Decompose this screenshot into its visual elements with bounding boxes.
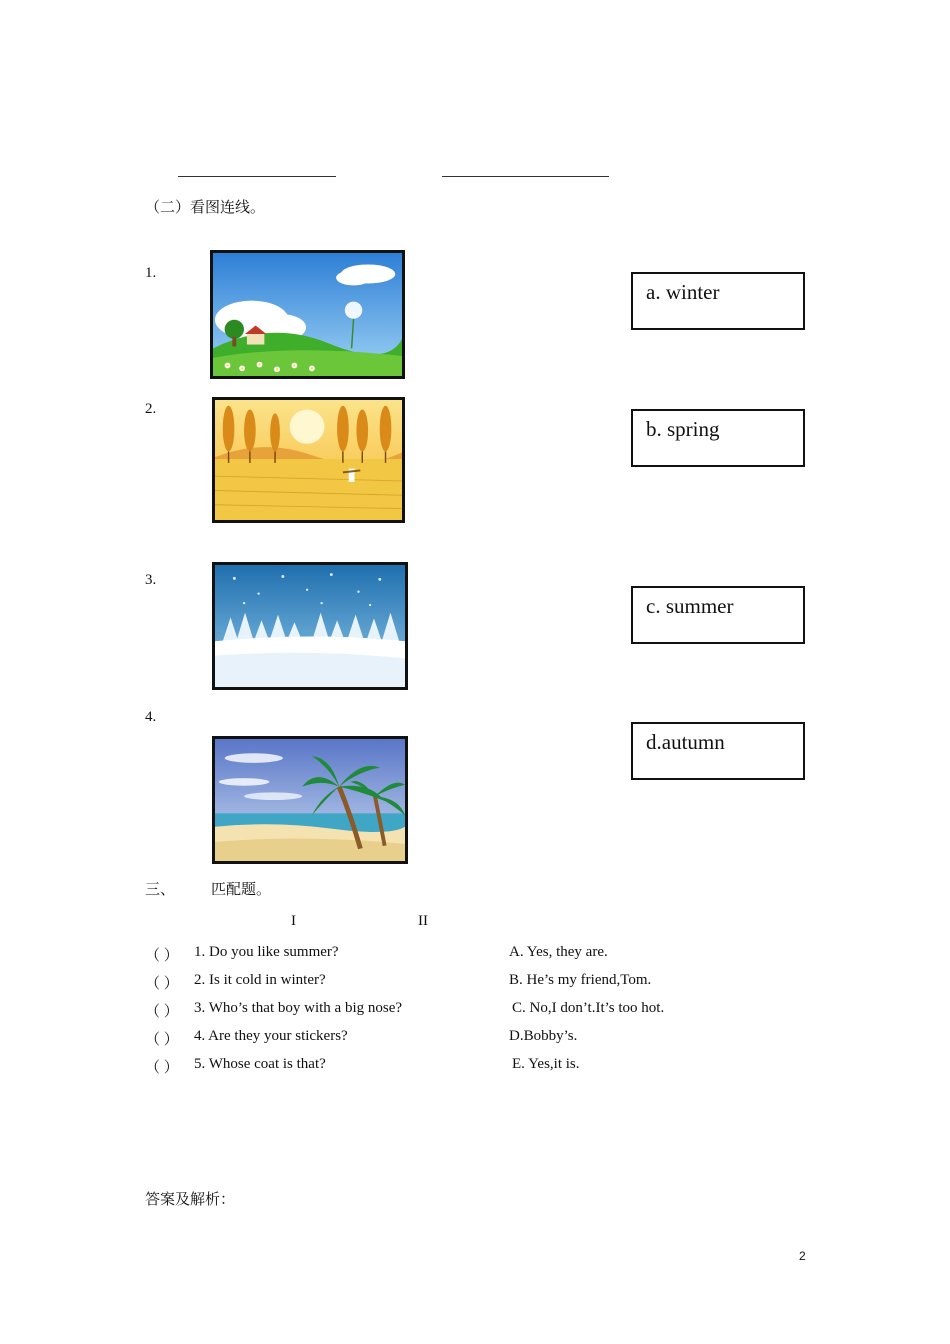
answer-blank-1	[178, 176, 336, 177]
answer-paren-3[interactable]: （ ）	[145, 1004, 179, 1020]
answer-option-e: E. Yes,it is.	[512, 1056, 580, 1072]
spring-scene-image	[210, 250, 405, 379]
word-box-b: b. spring	[631, 409, 805, 467]
page-number: 2	[799, 1249, 806, 1263]
answer-analysis-heading: 答案及解析：	[145, 1192, 236, 1208]
item-number-2: 2.	[145, 401, 157, 417]
column-label-2: II	[418, 913, 428, 929]
section3-heading: 匹配题。	[211, 882, 272, 898]
answer-blank-2	[442, 176, 609, 177]
word-box-c: c. summer	[631, 586, 805, 644]
item-number-3: 3.	[145, 572, 157, 588]
answer-paren-4[interactable]: （ ）	[145, 1032, 179, 1048]
section2-heading: （二）看图连线。	[145, 200, 266, 216]
winter-scene-image	[212, 562, 408, 690]
question-2: 2. Is it cold in winter?	[194, 972, 326, 988]
item-number-1: 1.	[145, 265, 157, 281]
autumn-scene-image	[212, 397, 405, 523]
section3-number: 三、	[145, 882, 176, 898]
answer-option-b: B. He’s my friend,Tom.	[509, 972, 652, 988]
word-box-a: a. winter	[631, 272, 805, 330]
answer-paren-1[interactable]: （ ）	[145, 948, 179, 964]
answer-option-a: A. Yes, they are.	[509, 944, 608, 960]
question-3: 3. Who’s that boy with a big nose?	[194, 1000, 403, 1016]
item-number-4: 4.	[145, 709, 157, 725]
column-label-1: I	[291, 913, 296, 929]
question-5: 5. Whose coat is that?	[194, 1056, 326, 1072]
answer-paren-2[interactable]: （ ）	[145, 976, 179, 992]
word-box-d: d.autumn	[631, 722, 805, 780]
answer-option-d: D.Bobby’s.	[509, 1028, 578, 1044]
question-4: 4. Are they your stickers?	[194, 1028, 348, 1044]
answer-option-c: C. No,I don’t.It’s too hot.	[512, 1000, 665, 1016]
summer-scene-image	[212, 736, 408, 864]
answer-paren-5[interactable]: （ ）	[145, 1060, 179, 1076]
question-1: 1. Do you like summer?	[194, 944, 339, 960]
